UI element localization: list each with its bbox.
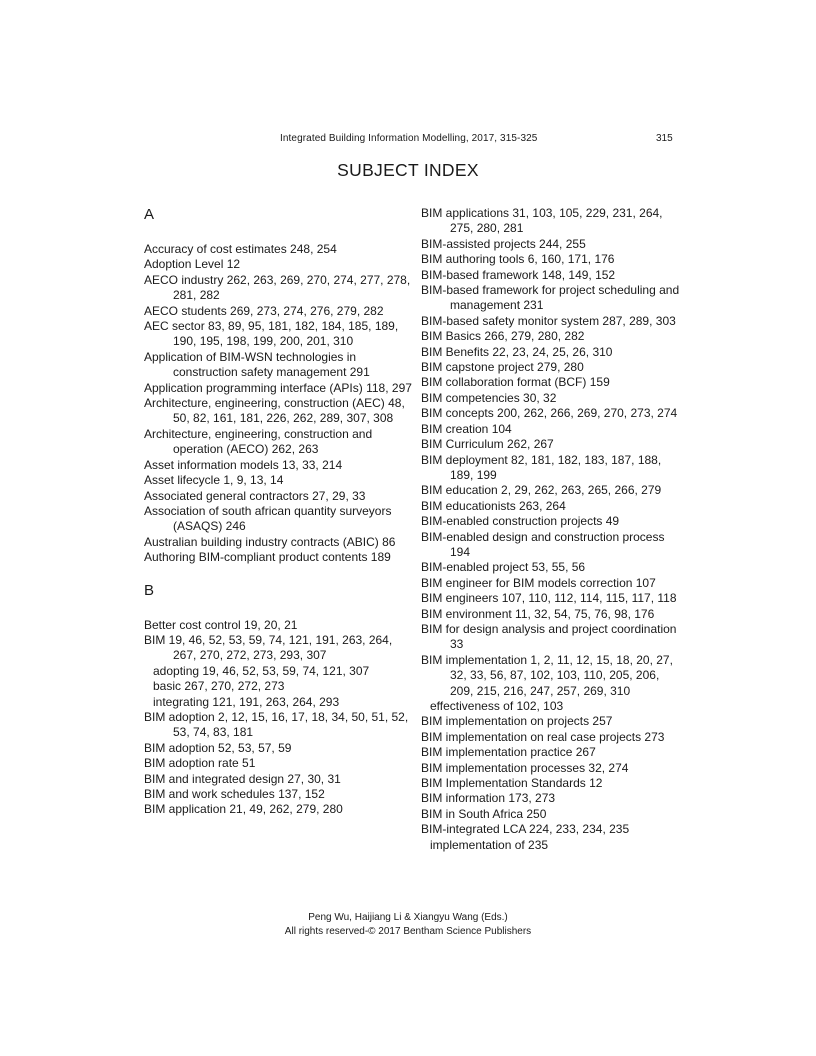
index-entry: BIM implementation practice 267 xyxy=(421,745,596,760)
index-entry: BIM-based framework for project scheduling and management 231 xyxy=(421,283,680,313)
index-entry: BIM adoption 52, 53, 57, 59 xyxy=(144,740,292,755)
section-letter-b: B xyxy=(144,581,155,599)
index-subentry: adopting 19, 46, 52, 53, 59, 74, 121, 307 xyxy=(153,663,370,678)
index-entry: BIM and work schedules 137, 152 xyxy=(144,787,325,801)
index-entry: BIM Basics 266, 279, 280, 282 xyxy=(421,329,585,344)
index-entry: BIM 19, 46, 52, 53, 59, 74, 121, 191, 263, 264, 267, 270, 272, 273, 293, 307 xyxy=(144,632,393,663)
index-column-left xyxy=(144,204,414,818)
index-entry: Application of BIM-WSN technologies in construction safety management 291 xyxy=(144,349,370,380)
index-entry: BIM-based safety monitor system 287, 289, 303 xyxy=(421,313,676,328)
index-entries-r2 xyxy=(421,714,681,837)
index-entry: BIM adoption rate 51 xyxy=(144,756,256,771)
index-entry: BIM Benefits 22, 23, 24, 25, 26, 310 xyxy=(421,344,613,359)
index-entry: BIM Curriculum 262, 267 xyxy=(421,437,554,452)
index-subentry: implementation of 235 xyxy=(430,837,549,852)
index-entry: BIM authoring tools 6, 160, 171, 176 xyxy=(421,252,615,267)
index-entry: Application programming interface (APIs) 118, 297 xyxy=(144,380,412,395)
page-title: SUBJECT INDEX xyxy=(337,160,479,180)
index-entry: AECO industry 262, 263, 269, 270, 274, 277, 278, 281, 282 xyxy=(144,272,411,303)
index-entry: BIM educationists 263, 264 xyxy=(421,498,566,513)
index-entry: AECO students 269, 273, 274, 276, 279, 282 xyxy=(144,303,384,318)
index-entry: BIM-enabled construction projects 49 xyxy=(421,514,620,529)
index-entry: Architecture, engineering, construction (AEC) 48, 50, 82, 161, 181, 226, 262, 289, 307, 308 xyxy=(144,396,405,426)
index-entry: BIM adoption 2, 12, 15, 16, 17, 18, 34, 50, 51, 52, 53, 74, 83, 181 xyxy=(144,709,409,740)
index-entry: BIM for design analysis and project coordination 33 xyxy=(421,621,677,652)
index-entry: Asset information models 13, 33, 214 xyxy=(144,457,343,472)
index-entry: BIM application 21, 49, 262, 279, 280 xyxy=(144,802,343,817)
index-entry: BIM engineers 107, 110, 112, 114, 115, 117, 118 xyxy=(421,591,677,606)
index-entry: Authoring BIM-compliant product contents 189 xyxy=(144,550,391,565)
index-entry: BIM implementation processes 32, 274 xyxy=(421,760,629,775)
index-entry: Better cost control 19, 20, 21 xyxy=(144,617,298,632)
index-entry: BIM in South Africa 250 xyxy=(421,806,547,821)
page-footer xyxy=(0,911,816,939)
index-subentry: basic 267, 270, 272, 273 xyxy=(153,679,285,694)
index-entry: BIM collaboration format (BCF) 159 xyxy=(421,375,610,390)
index-entry: BIM and integrated design 27, 30, 31 xyxy=(144,771,341,786)
index-entry: BIM implementation 1, 2, 11, 12, 15, 18, 20, 27, 32, 33, 56, 87, 102, 103, 110, 205, 206, 209, 215, 216, 247, 257, 269, 310 xyxy=(421,652,673,698)
footer-editors: Peng Wu, Haijiang Li & Xiangyu Wang (Eds.) xyxy=(308,912,508,923)
index-entry: BIM-enabled design and construction process 194 xyxy=(421,529,665,559)
index-column-right xyxy=(421,206,681,853)
index-entry: Accuracy of cost estimates 248, 254 xyxy=(144,242,337,256)
index-subentries-bim xyxy=(144,664,414,710)
index-entry: BIM Implementation Standards 12 xyxy=(421,776,603,791)
index-entry: BIM education 2, 29, 262, 263, 265, 266, 279 xyxy=(421,483,662,498)
index-entry: Australian building industry contracts (ABIC) 86 xyxy=(144,534,396,549)
index-entry: BIM concepts 200, 262, 266, 269, 270, 273, 274 xyxy=(421,406,678,421)
index-entry: BIM-enabled project 53, 55, 56 xyxy=(421,560,586,575)
index-entry: Architecture, engineering, construction and operation (AECO) 262, 263 xyxy=(144,426,373,457)
index-entry: BIM-integrated LCA 224, 233, 234, 235 xyxy=(421,822,630,837)
index-entry: BIM engineer for BIM models correction 107 xyxy=(421,575,656,590)
index-entry: BIM implementation on real case projects 273 xyxy=(421,729,665,744)
index-subentry: effectiveness of 102, 103 xyxy=(430,699,564,713)
index-entry: Association of south african quantity surveyors (ASAQS) 246 xyxy=(144,503,392,534)
index-entries-a xyxy=(144,242,414,566)
section-letter-a: A xyxy=(144,206,155,223)
index-entry: BIM competencies 30, 32 xyxy=(421,390,557,405)
index-entry: BIM environment 11, 32, 54, 75, 76, 98, 176 xyxy=(421,606,655,621)
index-entry: AEC sector 83, 89, 95, 181, 182, 184, 185, 189, 190, 195, 198, 199, 200, 201, 310 xyxy=(144,319,399,349)
index-entry: BIM capstone project 279, 280 xyxy=(421,360,584,375)
index-entry: BIM implementation on projects 257 xyxy=(421,714,613,729)
index-entries-b1 xyxy=(144,618,414,664)
running-head: Integrated Building Information Modelling, 2017, 315-325 xyxy=(280,133,538,144)
index-entry: BIM applications 31, 103, 105, 229, 231, 264, 275, 280, 281 xyxy=(421,206,663,236)
index-entry: Asset lifecycle 1, 9, 13, 14 xyxy=(144,473,284,488)
index-entry: BIM creation 104 xyxy=(421,421,512,436)
index-entry: Associated general contractors 27, 29, 33 xyxy=(144,488,366,503)
index-subentry: integrating 121, 191, 263, 264, 293 xyxy=(153,694,340,709)
index-entry: Adoption Level 12 xyxy=(144,257,241,272)
index-entry: BIM-based framework 148, 149, 152 xyxy=(421,267,616,282)
index-entry: BIM-assisted projects 244, 255 xyxy=(421,236,586,251)
footer-rights: All rights reserved-© 2017 Bentham Science Publishers xyxy=(284,926,532,937)
index-entries-r1 xyxy=(421,206,681,699)
index-entry: BIM deployment 82, 181, 182, 183, 187, 188, 189, 199 xyxy=(421,452,662,482)
index-entry: BIM information 173, 273 xyxy=(421,791,556,806)
page-number: 315 xyxy=(656,133,673,144)
index-entries-b2 xyxy=(144,710,414,818)
